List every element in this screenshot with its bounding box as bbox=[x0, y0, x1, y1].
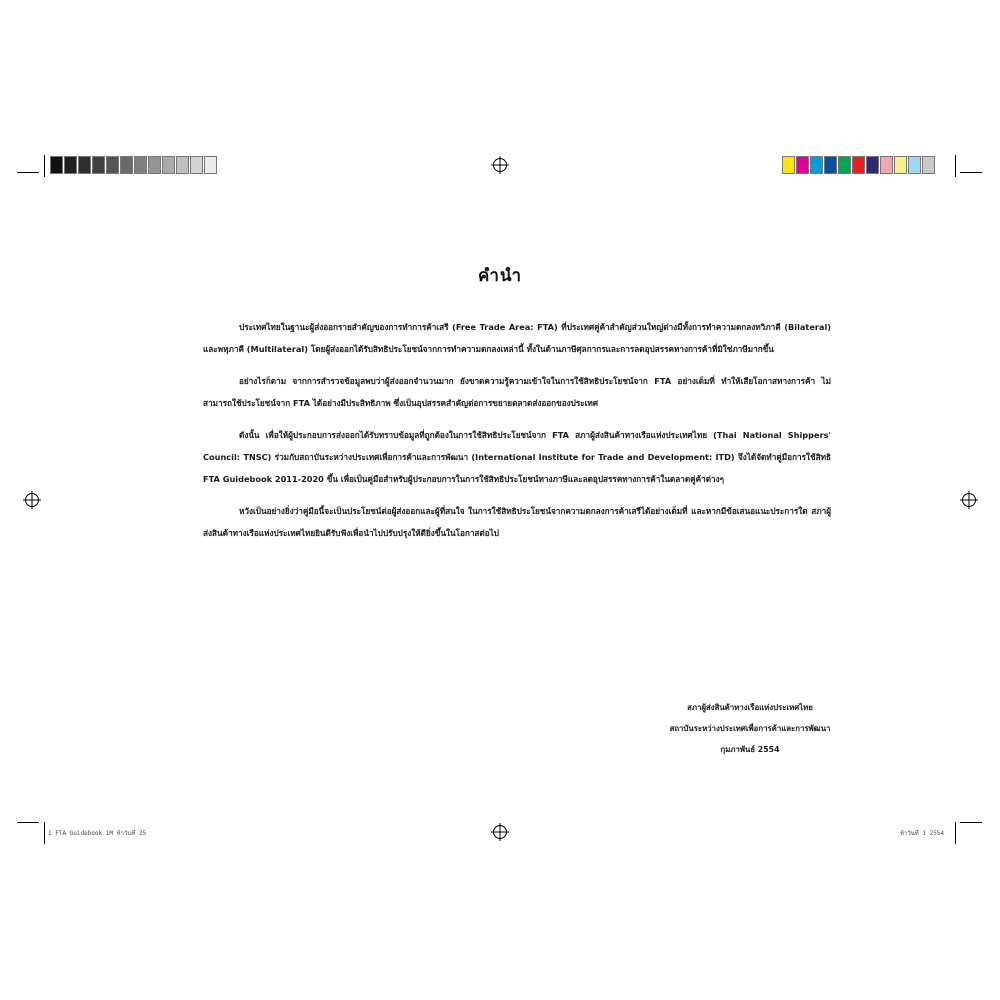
preface-paragraph: หวังเป็นอย่างยิ่งว่าคู่มือนี้จะเป็นประโยชน์ต่อผู้ส่งออกและผู้ที่สนใจ ในการใช้สิทธิประโยชน์จากความตกลงการค้าเสรีได้อย่างเต็มที่ และหากมีข้อเสนอแนะประการใด สภาผู้ส่งสินค้าทางเรือแห่งประเทศไทยยินดีรับฟังเพื่อนำไปปรับปรุงให้ดียิ่งขึ้นในโอกาสต่อไป bbox=[203, 506, 831, 538]
crop-mark bbox=[955, 822, 956, 844]
color-swatch bbox=[922, 156, 935, 174]
preface-paragraph: ดังนั้น เพื่อให้ผู้ประกอบการส่งออกได้รับทราบข้อมูลที่ถูกต้องในการใช้สิทธิประโยชน์จาก FTA สภาผู้ส่งสินค้าทางเรือแห่งประเทศไทย (Thai National Shippers' Council: TNSC) ร่วมกับสถาบันระหว่างประเทศเพื่อการค้าและการพัฒนา (International Institute for Trade and Development: ITD) จึงได้จัดทำคู่มือการใช้สิทธิ FTA Guidebook 2011-2020 ขึ้น เพื่อเป็นคู่มือสำหรับผู้ประกอบการในการใช้สิทธิประโยชน์ทางภาษีและลดอุปสรรคทางการค้าในตลาดคู่ค้าต่างๆ bbox=[203, 430, 831, 484]
registration-mark-icon bbox=[25, 493, 39, 507]
signature-org-2: สถาบันระหว่างประเทศเพื่อการค้าและการพัฒนา bbox=[669, 724, 831, 733]
color-swatch-bar bbox=[782, 156, 936, 174]
preface-paragraph: อย่างไรก็ตาม จากการสำรวจข้อมูลพบว่าผู้ส่งออกจำนวนมาก ยังขาดความรู้ความเข้าใจในการใช้สิทธิประโยชน์จาก FTA อย่างเต็มที่ ทำให้เสียโอกาสทางการค้า ไม่สามารถใช้ประโยชน์จาก FTA ได้อย่างมีประสิทธิภาพ ซึ่งเป็นอุปสรรคสำคัญต่อการขยายตลาดส่งออกของประเทศ bbox=[203, 376, 831, 408]
registration-mark-icon bbox=[962, 493, 976, 507]
color-swatch bbox=[824, 156, 837, 174]
color-swatch bbox=[908, 156, 921, 174]
preface-paragraph: ประเทศไทยในฐานะผู้ส่งออกรายสำคัญของการทำการค้าเสรี (Free Trade Area: FTA) ที่ประเทศคู่ค้าสำคัญส่วนใหญ่ต่างมีทั้งการทำความตกลงทวิภาคี (Bilateral) และพหุภาคี (Multilateral) โดยผู้ส่งออกได้รับสิทธิประโยชน์จากการทำความตกลงเหล่านี้ ทั้งในด้านภาษีศุลกากรและการลดอุปสรรคทางการค้าที่มิใช่ภาษีมากขึ้น bbox=[203, 322, 831, 354]
gray-swatch bbox=[134, 156, 147, 174]
crop-mark bbox=[960, 172, 982, 173]
slug-left: 1 FTA Guidebook 1M ห้าวันที่ 25 bbox=[48, 830, 147, 837]
signature-org-1: สภาผู้ส่งสินค้าทางเรือแห่งประเทศไทย bbox=[687, 703, 813, 712]
registration-mark-icon bbox=[493, 825, 507, 839]
signature-date: กุมภาพันธ์ 2554 bbox=[720, 745, 780, 754]
crop-mark bbox=[960, 822, 982, 823]
gray-swatch bbox=[162, 156, 175, 174]
color-swatch bbox=[894, 156, 907, 174]
color-swatch bbox=[852, 156, 865, 174]
gray-swatch bbox=[64, 156, 77, 174]
gray-swatch bbox=[190, 156, 203, 174]
gray-swatch bbox=[50, 156, 63, 174]
registration-mark-icon bbox=[493, 158, 507, 172]
color-swatch bbox=[880, 156, 893, 174]
gray-swatch bbox=[176, 156, 189, 174]
color-swatch bbox=[782, 156, 795, 174]
gray-swatch bbox=[106, 156, 119, 174]
preface-body bbox=[203, 316, 831, 554]
crop-mark bbox=[17, 822, 39, 823]
crop-mark bbox=[44, 155, 45, 177]
color-swatch bbox=[796, 156, 809, 174]
gray-swatch bbox=[204, 156, 217, 174]
color-swatch bbox=[866, 156, 879, 174]
color-swatch bbox=[810, 156, 823, 174]
signature-block bbox=[620, 697, 880, 760]
crop-mark bbox=[17, 172, 39, 173]
crop-mark bbox=[44, 822, 45, 844]
page-title: คำนำ bbox=[477, 266, 523, 286]
color-swatch bbox=[838, 156, 851, 174]
gray-swatch bbox=[148, 156, 161, 174]
grayscale-swatch-bar bbox=[50, 156, 218, 174]
gray-swatch bbox=[78, 156, 91, 174]
crop-mark bbox=[955, 155, 956, 177]
slug-right: ห้าวันที่ 1 2554 bbox=[900, 830, 945, 837]
gray-swatch bbox=[92, 156, 105, 174]
gray-swatch bbox=[120, 156, 133, 174]
